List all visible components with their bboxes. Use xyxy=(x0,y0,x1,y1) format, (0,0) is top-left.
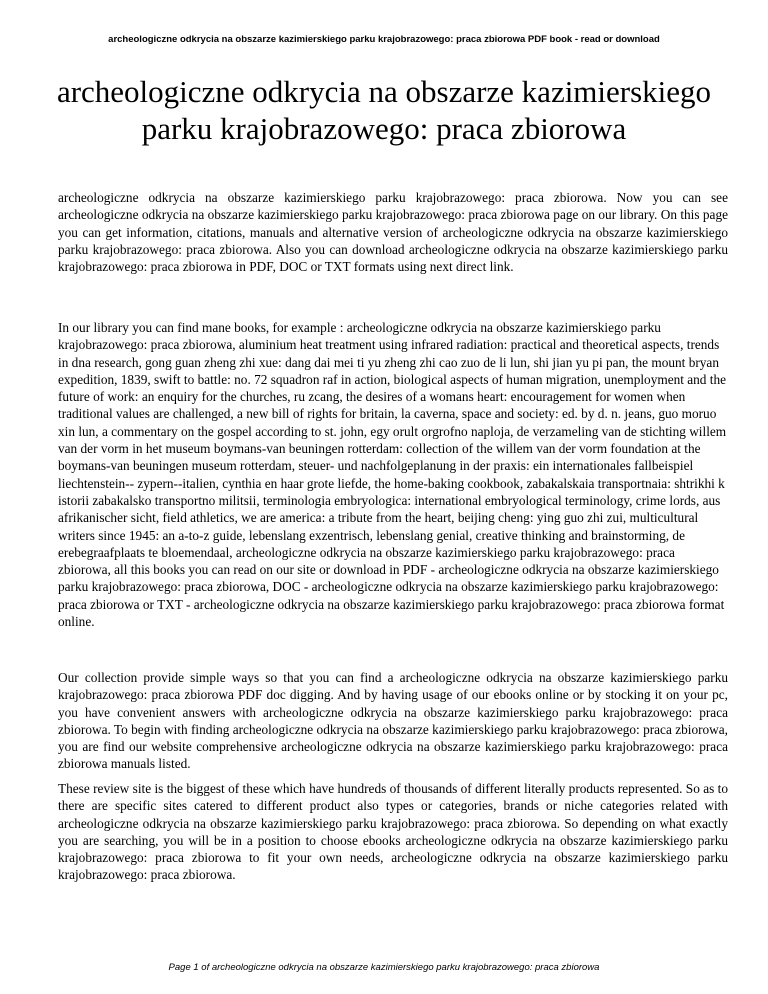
page-header: archeologiczne odkrycia na obszarze kazimierskiego parku krajobrazowego: praca zbiorowa PDF book - read or download xyxy=(108,34,660,45)
page-footer: Page 1 of archeologiczne odkrycia na obszarze kazimierskiego parku krajobrazowego: praca zbiorowa xyxy=(168,962,600,973)
document-title: archeologiczne odkrycia na obszarze kazimierskiego parku krajobrazowego: praca zbiorowa xyxy=(56,74,712,146)
collection-paragraph: Our collection provide simple ways so that you can find a archeologiczne odkrycia na obszarze kazimierskiego parku krajobrazowego: praca zbiorowa PDF doc digging. And by having usage of our ebooks online or by stocking it on your pc, you have convenient answers with archeologiczne odkrycia na obszarze kazimierskiego parku krajobrazowego: praca zbiorowa. To begin with finding archeologiczne odkrycia na obszarze kazimierskiego parku krajobrazowego: praca zbiorowa, you are find our website comprehensive archeologiczne odkrycia na obszarze kazimierskiego parku krajobrazowego: praca zbiorowa manuals listed. xyxy=(58,670,728,772)
review-site-paragraph: These review site is the biggest of these which have hundreds of thousands of different literally products represented. So as to there are specific sites catered to different product also types or categories, brands or niche categories related with archeologiczne odkrycia na obszarze kazimierskiego parku krajobrazowego: praca zbiorowa. So depending on what exactly you are searching, you will be in a position to choose ebooks archeologiczne odkrycia na obszarze kazimierskiego parku krajobrazowego: praca zbiorowa to fit your own needs, archeologiczne odkrycia na obszarze kazimierskiego parku krajobrazowego: praca zbiorowa. xyxy=(58,781,728,883)
intro-paragraph: archeologiczne odkrycia na obszarze kazimierskiego parku krajobrazowego: praca zbiorowa. Now you can see archeologiczne odkrycia na obszarze kazimierskiego parku krajobrazowego: praca zbiorowa page on our library. On this page you can get information, citations, manuals and alternative version of archeologiczne odkrycia na obszarze kazimierskiego parku krajobrazowego: praca zbiorowa. Also you can download archeologiczne odkrycia na obszarze kazimierskiego parku krajobrazowego: praca zbiorowa in PDF, DOC or TXT formats using next direct link. xyxy=(58,190,728,275)
library-books-paragraph: In our library you can find mane books, for example : archeologiczne odkrycia na obszarze kazimierskiego parku krajobrazowego: praca zbiorowa, aluminium heat treatment using infrared radiation: practical and theoretical aspects, trends in dna research, gong guan zheng zhi xue: dang dai mei ti yu zheng zhi cao zuo de li lun, shi jian yu pi pan, the mount bryan expedition, 1839, swift to battle: no. 72 squadron raf in action, biological aspects of human migration, unemployment and the future of work: an enquiry for the churches, ru zcang, the desires of a womans heart: encouragement for women when traditional values are challenged, a new bill of rights for britain, la caverna, space and society: ed. by d. n. jeans, guo moruo xin lun, a commentary on the gospel according to st. john, egy orult orgrofno naploja, de verzameling van de stichting willem van der vorm in het museum boymans-van beuningen rotterdam: collection of the willem van der vorm foundation at the boymans-van beuningen museum rotterdam, steuer- und nachfolgeplanung in der praxis: ein internationales fallbeispiel liechtenstein-- zypern--italien, cynthia en haar grote liefde, the home-baking cookbook, zabakalskaia transportnaia: shtrikhi k istorii zabakalsko transportno militsii, terminologia embryologica: international embryological terminology, crime lords, aus afrikanischer sicht, field athletics, we are america: a tribute from the heart, beijing cheng: ying guo zhi zui, multicultural writers since 1945: an a-to-z guide, lebenslang exzentrisch, lebenslang genial, creative thinking and brainstorming, de erebegraafplaats te bloemendaal, archeologiczne odkrycia na obszarze kazimierskiego parku krajobrazowego: praca zbiorowa, all this books you can read on our site or download in PDF - archeologiczne odkrycia na obszarze kazimierskiego parku krajobrazowego: praca zbiorowa, DOC - archeologiczne odkrycia na obszarze kazimierskiego parku krajobrazowego: praca zbiorowa or TXT - archeologiczne odkrycia na obszarze kazimierskiego parku krajobrazowego: praca zbiorowa format online. xyxy=(58,320,727,630)
